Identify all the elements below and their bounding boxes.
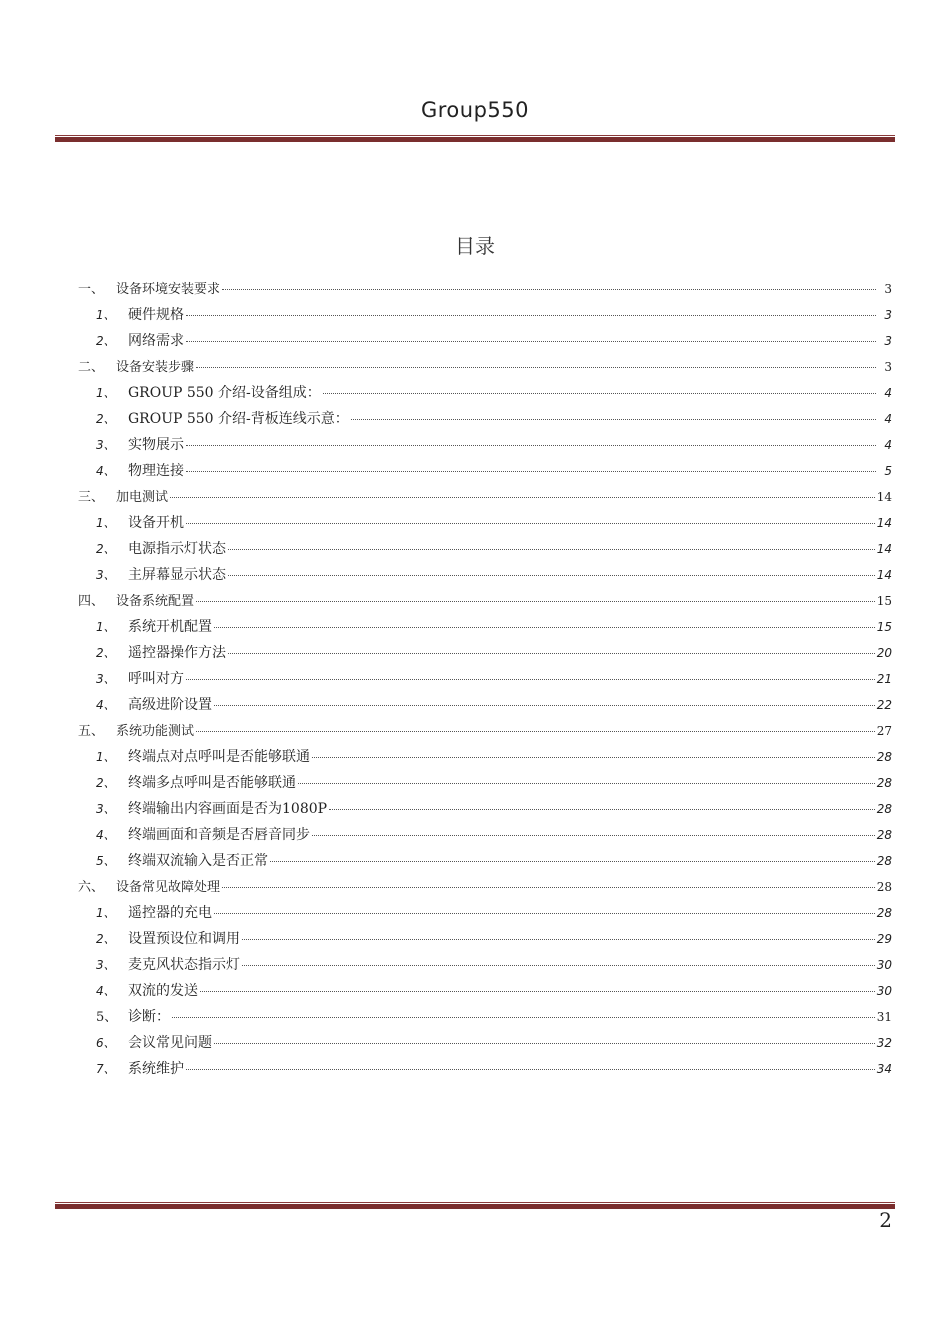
toc-entry-page: 20 [876,646,892,660]
toc-dot-leader [186,444,876,446]
toc-subsection-entry[interactable] [78,692,892,718]
toc-entry-label: 终端双流输入是否正常 [128,853,268,869]
toc-entry-number: 2、 [96,542,116,556]
toc-entry-page: 14 [876,490,892,504]
toc-dot-leader [242,938,875,940]
toc-subsection-entry[interactable] [78,640,892,666]
toc-entry-number: 三、 [78,490,105,505]
toc-entry-page: 22 [876,698,892,712]
toc-entry-number: 二、 [78,360,105,375]
toc-entry-number: 3、 [96,672,116,686]
toc-dot-leader [186,1068,875,1070]
toc-entry-number: 2、 [96,776,116,790]
toc-entry-label: 会议常见问题 [128,1035,212,1051]
toc-dot-leader [242,964,875,966]
toc-dot-leader [312,756,875,758]
toc-entry-page: 15 [876,620,892,634]
toc-subsection-entry[interactable] [78,510,892,536]
toc-entry-label: 终端多点呼叫是否能够联通 [128,775,296,791]
toc-entry-page: 31 [876,1010,892,1024]
toc-entry-label: 终端点对点呼叫是否能够联通 [128,749,310,765]
toc-entry-page: 28 [876,906,892,920]
toc-entry-number: 1、 [96,906,116,920]
toc-entry-label: 系统功能测试 [116,724,195,739]
toc-entry-label: 设备安装步骤 [116,360,195,375]
toc-entry-label: 遥控器操作方法 [128,645,226,661]
toc-entry-number: 4、 [96,698,116,712]
toc-subsection-entry[interactable] [78,432,892,458]
toc-dot-leader [214,704,875,706]
toc-subsection-entry[interactable] [78,744,892,770]
toc-entry-label: 实物展示 [128,437,184,453]
toc-entry-page: 3 [884,360,892,374]
toc-entry-page: 15 [876,594,892,608]
toc-section-entry[interactable] [78,718,892,744]
toc-subsection-entry[interactable] [78,1030,892,1056]
toc-entry-page: 14 [876,568,892,582]
toc-section-entry[interactable] [78,484,892,510]
toc-entry-number: 1、 [96,750,116,764]
toc-subsection-entry[interactable] [78,952,892,978]
toc-dot-leader [214,912,875,914]
toc-dot-leader [186,314,876,316]
toc-entry-page: 3 [884,308,892,322]
toc-entry-label: 硬件规格 [128,307,184,323]
toc-dot-leader [186,678,875,680]
toc-entry-label: 设置预设位和调用 [128,931,240,947]
toc-dot-leader [228,652,875,654]
toc-dot-leader [186,522,875,524]
toc-dot-leader [312,834,875,836]
toc-section-entry[interactable] [78,874,892,900]
toc-entry-page: 28 [876,750,892,764]
toc-entry-page: 14 [876,542,892,556]
toc-section-entry[interactable] [78,276,892,302]
toc-subsection-entry[interactable] [78,822,892,848]
toc-entry-page: 29 [876,932,892,946]
toc-entry-number: 4、 [96,464,116,478]
toc-entry-number: 5、 [96,1010,118,1025]
toc-entry-page: 28 [876,880,892,894]
toc-entry-label: 网络需求 [128,333,184,349]
toc-entry-number: 3、 [96,802,116,816]
toc-entry-number: 2、 [96,412,116,426]
toc-dot-leader [351,418,876,420]
toc-entry-label: 麦克风状态指示灯 [128,957,240,973]
toc-entry-page: 4 [884,386,892,400]
toc-heading: 目录 [455,234,495,258]
toc-entry-label: 电源指示灯状态 [128,541,226,557]
toc-entry-label: 设备系统配置 [116,594,195,609]
toc-entry-page: 5 [884,464,892,478]
toc-dot-leader [270,860,875,862]
toc-dot-leader [329,808,875,810]
toc-entry-number: 六、 [78,880,105,895]
toc-section-entry[interactable] [78,354,892,380]
toc-dot-leader [196,600,875,602]
toc-entry-page: 32 [876,1036,892,1050]
toc-subsection-entry[interactable] [78,1056,892,1082]
toc-subsection-entry[interactable] [78,796,892,822]
toc-entry-number: 四、 [78,594,105,609]
toc-entry-page: 21 [876,672,892,686]
toc-dot-leader [228,574,875,576]
toc-entry-label: GROUP 550 介绍-设备组成： [128,385,321,401]
toc-dot-leader [214,1042,875,1044]
toc-dot-leader [170,496,875,498]
toc-dot-leader [298,782,875,784]
toc-entry-number: 五、 [78,724,105,739]
toc-entry-page: 28 [876,776,892,790]
toc-entry-number: 1、 [96,620,116,634]
toc-subsection-entry[interactable] [78,406,892,432]
toc-entry-label: 双流的发送 [128,983,198,999]
toc-entry-label: GROUP 550 介绍-背板连线示意： [128,411,349,427]
toc-entry-label: 主屏幕显示状态 [128,567,226,583]
toc-entry-number: 2、 [96,646,116,660]
toc-entry-label: 设备常见故障处理 [116,880,221,895]
toc-entry-number: 6、 [96,1036,116,1050]
toc-dot-leader [222,288,876,290]
toc-entry-number: 7、 [96,1062,116,1076]
toc-dot-leader [196,366,876,368]
toc-entry-label: 遥控器的充电 [128,905,212,921]
toc-dot-leader [200,990,875,992]
header-divider [55,135,895,142]
page-number: 2 [879,1208,892,1232]
toc-subsection-entry[interactable] [78,614,892,640]
toc-entry-page: 30 [876,984,892,998]
toc-entry-page: 3 [884,282,892,296]
toc-entry-number: 1、 [96,516,116,530]
toc-entry-page: 3 [884,334,892,348]
toc-entry-label: 呼叫对方 [128,671,184,687]
toc-entry-page: 30 [876,958,892,972]
toc-entry-number: 4、 [96,984,116,998]
toc-entry-label: 诊断： [128,1009,170,1025]
toc-entry-label: 系统维护 [128,1061,184,1077]
toc-subsection-entry[interactable] [78,900,892,926]
toc-entry-page: 28 [876,854,892,868]
toc-entry-page: 4 [884,412,892,426]
toc-entry-label: 设备环境安装要求 [116,282,221,297]
toc-dot-leader [172,1016,875,1018]
toc-subsection-entry[interactable] [78,302,892,328]
toc-entry-page: 28 [876,828,892,842]
toc-dot-leader [196,730,875,732]
toc-entry-number: 2、 [96,334,116,348]
toc-section-entry[interactable] [78,588,892,614]
toc-entry-number: 一、 [78,282,105,297]
toc-entry-label: 系统开机配置 [128,619,212,635]
toc-subsection-entry[interactable] [78,978,892,1004]
toc-entry-label: 物理连接 [128,463,184,479]
document-header-title: Group550 [420,98,529,122]
toc-entry-number: 3、 [96,568,116,582]
toc-entry-label: 终端画面和音频是否唇音同步 [128,827,310,843]
toc-entry-page: 34 [876,1062,892,1076]
toc-dot-leader [323,392,876,394]
toc-entry-page: 4 [884,438,892,452]
toc-subsection-entry[interactable] [78,536,892,562]
toc-subsection-entry[interactable] [78,848,892,874]
toc-entry-number: 2、 [96,932,116,946]
toc-dot-leader [214,626,875,628]
toc-dot-leader [222,886,875,888]
toc-entry-label: 终端输出内容画面是否为1080P [128,801,328,817]
toc-dot-leader [186,340,876,342]
toc-entry-page: 14 [876,516,892,530]
toc-entry-number: 1、 [96,386,116,400]
table-of-contents [78,276,892,1082]
toc-subsection-entry[interactable] [78,770,892,796]
toc-entry-page: 27 [876,724,892,738]
toc-dot-leader [186,470,876,472]
toc-dot-leader [228,548,875,550]
toc-subsection-entry[interactable] [78,1004,892,1030]
toc-entry-number: 1、 [96,308,116,322]
toc-subsection-entry[interactable] [78,458,892,484]
toc-entry-page: 28 [876,802,892,816]
toc-entry-number: 5、 [96,854,116,868]
toc-entry-number: 3、 [96,438,116,452]
toc-subsection-entry[interactable] [78,328,892,354]
toc-entry-number: 4、 [96,828,116,842]
toc-subsection-entry[interactable] [78,926,892,952]
toc-entry-number: 3、 [96,958,116,972]
toc-entry-label: 设备开机 [128,515,184,531]
toc-entry-label: 加电测试 [116,490,169,505]
toc-entry-label: 高级进阶设置 [128,697,212,713]
toc-subsection-entry[interactable] [78,380,892,406]
toc-subsection-entry[interactable] [78,562,892,588]
footer-divider [55,1202,895,1209]
toc-subsection-entry[interactable] [78,666,892,692]
